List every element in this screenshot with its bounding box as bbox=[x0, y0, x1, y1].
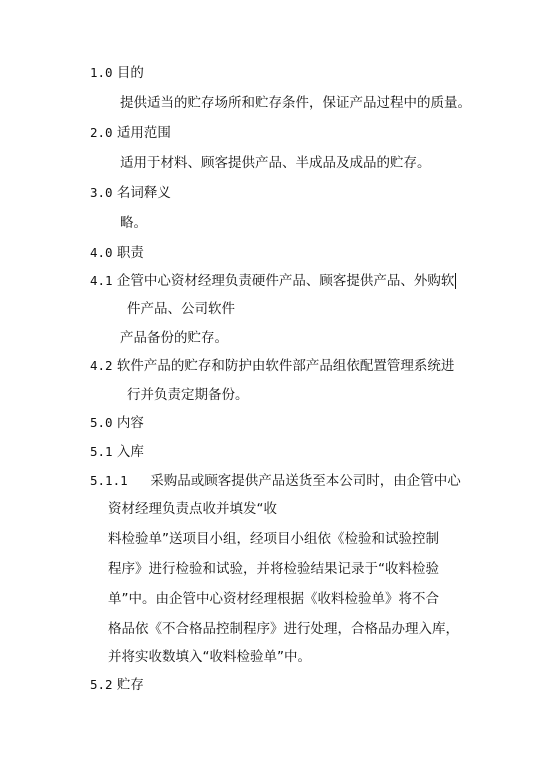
section-2-heading bbox=[90, 124, 171, 142]
paragraph: 件产品、公司软件 bbox=[127, 301, 235, 317]
paragraph: 略。 bbox=[120, 215, 147, 231]
paragraph: 产品备份的贮存。 bbox=[120, 330, 228, 346]
section-5-2-heading bbox=[90, 676, 144, 694]
section-4-1-line bbox=[90, 272, 456, 290]
section-title: 目的 bbox=[116, 65, 144, 81]
paragraph: 料检验单”送项目小组，经项目小组依《检验和试验控制 bbox=[108, 531, 439, 547]
paragraph: 并将实收数填入“收料检验单”中。 bbox=[108, 649, 311, 665]
paragraph: 行并负责定期备份。 bbox=[127, 387, 249, 403]
paragraph: 适用于材料、顾客提供产品、半成品及成品的贮存。 bbox=[120, 155, 431, 171]
paragraph-text: 企管中心资材经理负责硬件产品、顾客提供产品、外购软 bbox=[116, 273, 455, 289]
section-5-heading bbox=[90, 414, 144, 432]
text-cursor bbox=[455, 273, 456, 289]
section-title: 入库 bbox=[116, 444, 144, 460]
section-number: 5.0 bbox=[90, 415, 113, 430]
section-number: 3.0 bbox=[90, 185, 113, 200]
paragraph: 格品依《不合格品控制程序》进行处理，合格品办理入库， bbox=[108, 621, 459, 637]
section-5-1-heading bbox=[90, 443, 144, 461]
section-number: 4.1 bbox=[90, 273, 113, 288]
section-number: 5.1 bbox=[90, 444, 113, 459]
section-title: 内容 bbox=[116, 415, 144, 431]
section-4-2-line bbox=[90, 357, 454, 375]
section-number: 2.0 bbox=[90, 125, 113, 140]
paragraph: 提供适当的贮存场所和贮存条件，保证产品过程中的质量。 bbox=[120, 95, 471, 111]
section-1-heading bbox=[90, 64, 144, 82]
section-title: 名词释义 bbox=[116, 185, 171, 201]
paragraph-text: 采购品或顾客提供产品送货至本公司时，由企管中心 bbox=[150, 473, 461, 489]
section-title: 职责 bbox=[116, 245, 144, 261]
section-number: 4.2 bbox=[90, 358, 113, 373]
section-5-1-1-line bbox=[90, 472, 461, 490]
section-number: 1.0 bbox=[90, 65, 113, 80]
paragraph-text: 软件产品的贮存和防护由软件部产品组依配置管理系统进 bbox=[116, 358, 455, 374]
section-number: 4.0 bbox=[90, 245, 113, 260]
section-title: 贮存 bbox=[116, 677, 144, 693]
paragraph: 程序》进行检验和试验，并将检验结果记录于“收料检验 bbox=[108, 561, 439, 577]
section-number: 5.2 bbox=[90, 677, 113, 692]
paragraph: 资材经理负责点收并填发“收 bbox=[108, 501, 277, 517]
paragraph: 单”中。由企管中心资材经理根据《收料检验单》将不合 bbox=[108, 591, 439, 607]
section-3-heading bbox=[90, 184, 171, 202]
section-title: 适用范围 bbox=[116, 125, 171, 141]
section-number: 5.1.1 bbox=[90, 473, 128, 488]
section-4-heading bbox=[90, 244, 144, 262]
